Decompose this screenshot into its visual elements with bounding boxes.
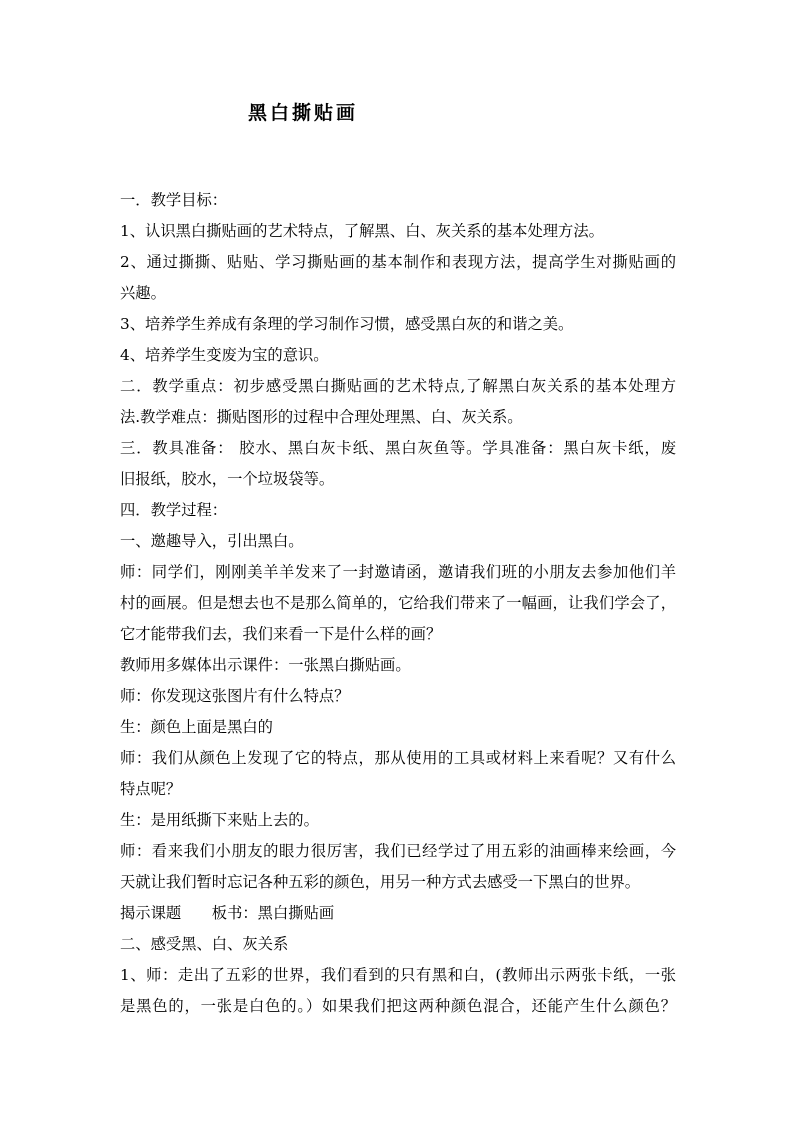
- paragraph-line: 1、认识黑白撕贴画的艺术特点，了解黑、白、灰关系的基本处理方法。: [120, 222, 604, 240]
- paragraph-line: 特点呢？: [120, 780, 182, 798]
- section-heading-objectives: 一．教学目标：: [120, 191, 228, 209]
- paragraph-line: 师：同学们，刚刚美羊羊发来了一封邀请函，邀请我们班的小朋友去参加他们羊: [120, 563, 676, 581]
- paragraph-line: 是黑色的，一张是白色的。）如果我们把这两种颜色混合，还能产生什么颜色？: [120, 997, 676, 1015]
- paragraph-line: 旧报纸，胶水，一个垃圾袋等。: [120, 470, 335, 488]
- paragraph-line: 教师用多媒体出示课件：一张黑白撕贴画。: [120, 656, 411, 674]
- paragraph-line: 它才能带我们去，我们来看一下是什么样的画？: [120, 625, 442, 643]
- paragraph-line: 兴趣。: [120, 284, 166, 302]
- paragraph-line: 村的画展。但是想去也不是那么简单的，它给我们带来了一幅画，让我们学会了，: [120, 594, 676, 612]
- paragraph-line: 师：我们从颜色上发现了它的特点，那从使用的工具或材料上来看呢？又有什么: [120, 749, 676, 767]
- paragraph-line: 1、师：走出了五彩的世界，我们看到的只有黑和白，(教师出示两张卡纸，一张: [120, 966, 676, 984]
- paragraph-line: 师：看来我们小朋友的眼力很厉害，我们已经学过了用五彩的油画棒来绘画，今: [120, 842, 676, 860]
- section-heading-process: 四．教学过程：: [120, 501, 228, 519]
- paragraph-line: 天就让我们暂时忘记各种五彩的颜色，用另一种方式去感受一下黑白的世界。: [120, 873, 641, 891]
- paragraph-line: 4、培养学生变废为宝的意识。: [120, 346, 329, 364]
- section-heading-key-points: 二．教学重点：初步感受黑白撕贴画的艺术特点,了解黑白灰关系的基本处理方: [120, 377, 676, 395]
- document-body: [120, 185, 680, 1022]
- paragraph-line: 2、通过撕撕、贴贴、学习撕贴画的基本制作和表现方法，提高学生对撕贴画的: [120, 253, 676, 271]
- paragraph-line: 法.教学难点：撕贴图形的过程中合理处理黑、白、灰关系。: [120, 408, 523, 426]
- paragraph-line: 生：是用纸撕下来贴上去的。: [120, 811, 319, 829]
- paragraph-line: 师：你发现这张图片有什么特点？: [120, 687, 350, 705]
- document-title: 黑白撕贴画: [248, 102, 359, 124]
- paragraph-line: 生：颜色上面是黑白的: [120, 718, 273, 736]
- paragraph-line: 3、培养学生养成有条理的学习制作习惯，感受黑白灰的和谐之美。: [120, 315, 574, 333]
- subsection-heading: 二、感受黑、白、灰关系: [120, 935, 289, 953]
- section-heading-materials: 三．教具准备： 胶水、黑白灰卡纸、黑白灰鱼等。学具准备：黑白灰卡纸，废: [120, 439, 676, 457]
- subsection-heading: 一、邀趣导入，引出黑白。: [120, 532, 304, 550]
- paragraph-line: 揭示课题 板书：黑白撕贴画: [120, 904, 335, 922]
